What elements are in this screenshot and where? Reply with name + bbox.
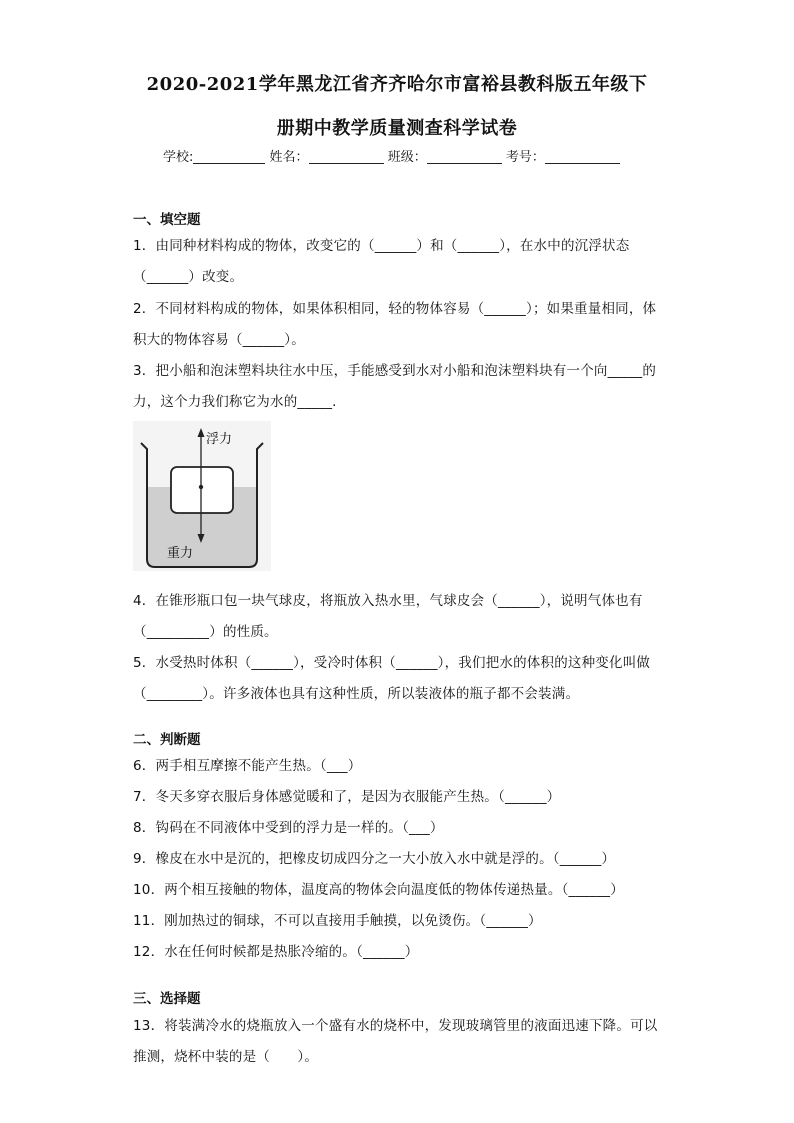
exam-title-line1: 2020-2021学年黑龙江省齐齐哈尔市富裕县教科版五年级下 (146, 74, 648, 95)
question-6: 6．两手相互摩擦不能产生热。（___） (133, 758, 362, 774)
question-8: 8．钩码在不同液体中受到的浮力是一样的。（___） (133, 820, 444, 836)
center-point (199, 485, 203, 489)
question-5-line2: （________）。许多液体也具有这种性质，所以装液体的瓶子都不会装满。 (133, 686, 580, 702)
class-blank[interactable] (427, 149, 502, 164)
question-1-line2: （______）改变。 (133, 269, 244, 285)
section-judge-heading: 二、判断题 (133, 732, 201, 748)
question-4-line2: （_________）的性质。 (133, 624, 278, 640)
question-3-line1: 3．把小船和泡沫塑料块往水中压，手能感受到水对小船和泡沫塑料块有一个向_____的 (133, 363, 657, 379)
question-4-line1: 4．在锥形瓶口包一块气球皮，将瓶放入热水里，气球皮会（______），说明气体也有 (133, 593, 643, 609)
floating-block (171, 467, 233, 513)
school-label: 学校: (163, 150, 194, 165)
gravity-label: 重力 (167, 546, 194, 561)
school-blank[interactable] (193, 149, 265, 164)
question-13-line2: 推测，烧杯中装的是（ ）。 (133, 1049, 319, 1065)
section-fill-in-heading: 一、填空题 (133, 212, 201, 228)
question-5-line1: 5．水受热时体积（______），受冷时体积（______），我们把水的体积的这种变化叫做 (133, 655, 651, 671)
exam-title-line2: 册期中教学质量测查科学试卷 (276, 118, 518, 139)
question-1-line1: 1．由同种材料构成的物体，改变它的（______）和（______），在水中的沉浮状态 (133, 238, 630, 254)
name-label: 姓名： (269, 150, 309, 165)
buoyancy-label: 浮力 (206, 432, 233, 447)
question-12: 12．水在任何时候都是热胀冷缩的。（______） (133, 944, 419, 960)
name-blank[interactable] (309, 149, 384, 164)
question-7: 7．冬天多穿衣服后身体感觉暖和了，是因为衣服能产生热。（______） (133, 789, 561, 805)
buoyancy-diagram (133, 421, 271, 571)
question-2-line1: 2．不同材料构成的物体，如果体积相同，轻的物体容易（______）；如果重量相同，体 (133, 301, 657, 317)
section-choice-heading: 三、选择题 (133, 991, 201, 1007)
question-3-line2: 力，这个力我们称它为水的_____. (133, 394, 337, 410)
question-13-line1: 13．将装满冷水的烧瓶放入一个盛有水的烧杯中，发现玻璃管里的液面迅速下降。可以 (133, 1018, 658, 1034)
question-9: 9．橡皮在水中是沉的，把橡皮切成四分之一大小放入水中就是浮的。（______） (133, 851, 616, 867)
question-11: 11．刚加热过的铜球，不可以直接用手触摸，以免烫伤。（______） (133, 913, 542, 929)
question-2-line2: 积大的物体容易（______）。 (133, 332, 305, 348)
exam-number-label: 考号： (505, 150, 545, 165)
student-info-row (163, 146, 620, 165)
question-10: 10．两个相互接触的物体，温度高的物体会向温度低的物体传递热量。（______） (133, 882, 624, 898)
exam-number-blank[interactable] (545, 149, 620, 164)
class-label: 班级： (387, 150, 427, 165)
